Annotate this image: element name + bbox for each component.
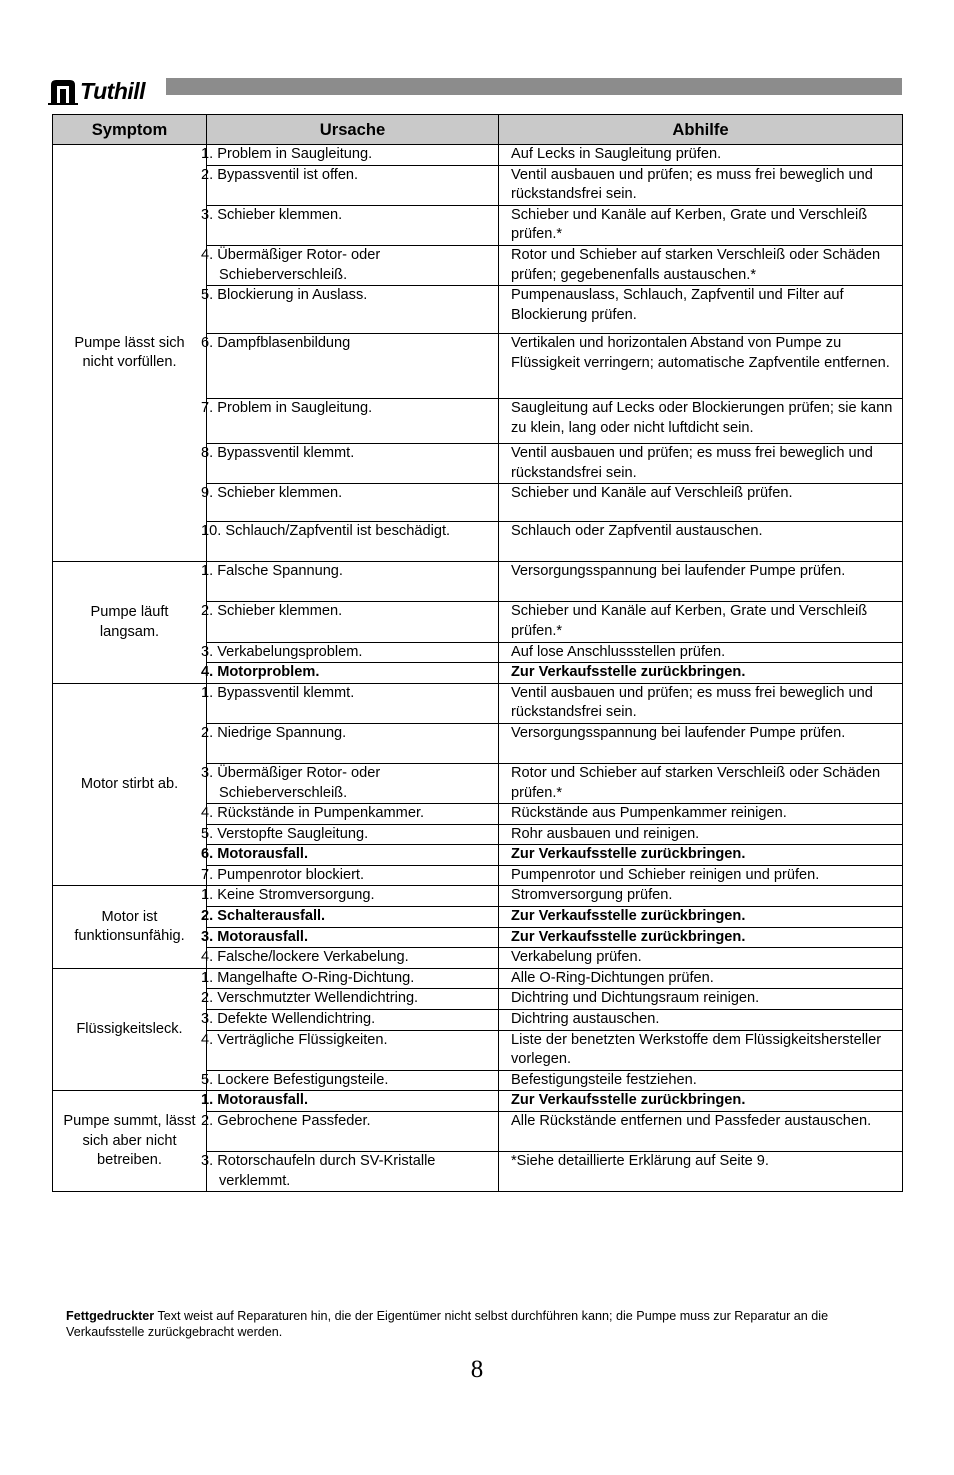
table-header-row bbox=[53, 115, 903, 145]
header-cause: Ursache bbox=[207, 115, 499, 145]
remedy-cell: Dichtring und Dichtungsraum reinigen. bbox=[499, 989, 903, 1010]
header-bar bbox=[166, 78, 902, 95]
footnote bbox=[66, 1308, 866, 1340]
remedy-cell: Stromversorgung prüfen. bbox=[499, 886, 903, 907]
remedy-cell: Versorgungsspannung bei laufender Pumpe prüfen. bbox=[499, 723, 903, 763]
cause-cell: 3. Rotorschaufeln durch SV-Kristalle verklemmt. bbox=[207, 1152, 499, 1192]
remedy-cell: Saugleitung auf Lecks oder Blockierungen prüfen; sie kann zu klein, lang oder nicht luftdicht sein. bbox=[499, 399, 903, 444]
page-header bbox=[48, 74, 902, 106]
remedy-cell: Dichtring austauschen. bbox=[499, 1010, 903, 1031]
cause-cell: 8. Bypassventil klemmt. bbox=[207, 444, 499, 484]
cause-cell: 3. Defekte Wellendichtring. bbox=[207, 1010, 499, 1031]
remedy-cell: Zur Verkaufsstelle zurückbringen. bbox=[499, 1091, 903, 1112]
tuthill-logo-icon bbox=[48, 77, 78, 105]
cause-cell: 5. Blockierung in Auslass. bbox=[207, 286, 499, 334]
remedy-cell: Rotor und Schieber auf starken Verschleiß oder Schäden prüfen.* bbox=[499, 763, 903, 803]
remedy-cell: Schieber und Kanäle auf Verschleiß prüfen. bbox=[499, 484, 903, 522]
cause-cell: 1. Mangelhafte O-Ring-Dichtung. bbox=[207, 968, 499, 989]
remedy-cell: Auf lose Anschlussstellen prüfen. bbox=[499, 642, 903, 663]
cause-cell: 1. Falsche Spannung. bbox=[207, 562, 499, 602]
symptom-cell: Flüssigkeitsleck. bbox=[53, 968, 207, 1091]
remedy-cell: Ventil ausbauen und prüfen; es muss frei beweglich und rückstandsfrei sein. bbox=[499, 444, 903, 484]
remedy-cell: Ventil ausbauen und prüfen; es muss frei beweglich und rückstandsfrei sein. bbox=[499, 683, 903, 723]
cause-cell: 1. Bypassventil klemmt. bbox=[207, 683, 499, 723]
table-row bbox=[53, 968, 903, 989]
header-symptom: Symptom bbox=[53, 115, 207, 145]
remedy-cell: Liste der benetzten Werkstoffe dem Flüssigkeitshersteller vorlegen. bbox=[499, 1030, 903, 1070]
cause-cell: 1. Motorausfall. bbox=[207, 1091, 499, 1112]
remedy-cell: Zur Verkaufsstelle zurückbringen. bbox=[499, 927, 903, 948]
remedy-cell: Alle Rückstände entfernen und Passfeder austauschen. bbox=[499, 1112, 903, 1152]
table-body bbox=[53, 145, 903, 1192]
cause-cell: 4. Rückstände in Pumpenkammer. bbox=[207, 804, 499, 825]
remedy-cell: Rohr ausbauen und reinigen. bbox=[499, 824, 903, 845]
symptom-cell: Motor stirbt ab. bbox=[53, 683, 207, 886]
table-row bbox=[53, 683, 903, 723]
cause-cell: 4. Falsche/lockere Verkabelung. bbox=[207, 948, 499, 969]
header-remedy: Abhilfe bbox=[499, 115, 903, 145]
remedy-cell: Vertikalen und horizontalen Abstand von Pumpe zu Flüssigkeit verringern; automatische Zapfventile entfernen. bbox=[499, 334, 903, 399]
remedy-cell: Schlauch oder Zapfventil austauschen. bbox=[499, 522, 903, 562]
cause-cell: 6. Dampfblasenbildung bbox=[207, 334, 499, 399]
page-number: 8 bbox=[470, 1356, 484, 1383]
symptom-cell: Pumpe lässt sich nicht vorfüllen. bbox=[53, 145, 207, 562]
brand-name: Tuthill bbox=[80, 77, 146, 104]
remedy-cell: Rückstände aus Pumpenkammer reinigen. bbox=[499, 804, 903, 825]
remedy-cell: Schieber und Kanäle auf Kerben, Grate und Verschleiß prüfen.* bbox=[499, 205, 903, 245]
cause-cell: 5. Verstopfte Saugleitung. bbox=[207, 824, 499, 845]
remedy-cell: Zur Verkaufsstelle zurückbringen. bbox=[499, 845, 903, 866]
table-row bbox=[53, 886, 903, 907]
symptom-cell: Pumpe summt, lässt sich aber nicht betreiben. bbox=[53, 1091, 207, 1192]
cause-cell: 2. Verschmutzter Wellendichtring. bbox=[207, 989, 499, 1010]
footnote-text: Text weist auf Reparaturen hin, die der Eigentümer nicht selbst durchführen kann; die Pumpe muss zur Reparatur an die Verkaufsstelle zurückgebracht werden. bbox=[66, 1309, 829, 1339]
remedy-cell: *Siehe detaillierte Erklärung auf Seite 9. bbox=[499, 1152, 903, 1192]
remedy-cell: Verkabelung prüfen. bbox=[499, 948, 903, 969]
remedy-cell: Ventil ausbauen und prüfen; es muss frei beweglich und rückstandsfrei sein. bbox=[499, 165, 903, 205]
remedy-cell: Befestigungsteile festziehen. bbox=[499, 1070, 903, 1091]
remedy-cell: Zur Verkaufsstelle zurückbringen. bbox=[499, 907, 903, 928]
table-row bbox=[53, 145, 903, 166]
cause-cell: 10. Schlauch/Zapfventil ist beschädigt. bbox=[207, 522, 499, 562]
remedy-cell: Pumpenauslass, Schlauch, Zapfventil und Filter auf Blockierung prüfen. bbox=[499, 286, 903, 334]
remedy-cell: Alle O-Ring-Dichtungen prüfen. bbox=[499, 968, 903, 989]
cause-cell: 7. Pumpenrotor blockiert. bbox=[207, 865, 499, 886]
cause-cell: 2. Schieber klemmen. bbox=[207, 602, 499, 642]
cause-cell: 3. Schieber klemmen. bbox=[207, 205, 499, 245]
troubleshooting-table bbox=[52, 114, 903, 1192]
tuthill-logo bbox=[48, 76, 145, 106]
cause-cell: 2. Niedrige Spannung. bbox=[207, 723, 499, 763]
cause-cell: 1. Problem in Saugleitung. bbox=[207, 145, 499, 166]
table-row bbox=[53, 562, 903, 602]
cause-cell: 6. Motorausfall. bbox=[207, 845, 499, 866]
cause-cell: 4. Verträgliche Flüssigkeiten. bbox=[207, 1030, 499, 1070]
symptom-cell: Pumpe läuft langsam. bbox=[53, 562, 207, 683]
cause-cell: 5. Lockere Befestigungsteile. bbox=[207, 1070, 499, 1091]
footnote-bold: Fettgedruckter bbox=[66, 1309, 155, 1323]
cause-cell: 1. Keine Stromversorgung. bbox=[207, 886, 499, 907]
cause-cell: 3. Motorausfall. bbox=[207, 927, 499, 948]
cause-cell: 3. Übermäßiger Rotor- oder Schieberverschleiß. bbox=[207, 763, 499, 803]
cause-cell: 7. Problem in Saugleitung. bbox=[207, 399, 499, 444]
cause-cell: 2. Schalterausfall. bbox=[207, 907, 499, 928]
cause-cell: 9. Schieber klemmen. bbox=[207, 484, 499, 522]
remedy-cell: Auf Lecks in Saugleitung prüfen. bbox=[499, 145, 903, 166]
remedy-cell: Zur Verkaufsstelle zurückbringen. bbox=[499, 663, 903, 684]
remedy-cell: Pumpenrotor und Schieber reinigen und prüfen. bbox=[499, 865, 903, 886]
symptom-cell: Motor ist funktionsunfähig. bbox=[53, 886, 207, 968]
cause-cell: 4. Übermäßiger Rotor- oder Schieberverschleiß. bbox=[207, 245, 499, 285]
remedy-cell: Versorgungsspannung bei laufender Pumpe prüfen. bbox=[499, 562, 903, 602]
cause-cell: 2. Gebrochene Passfeder. bbox=[207, 1112, 499, 1152]
cause-cell: 4. Motorproblem. bbox=[207, 663, 499, 684]
remedy-cell: Rotor und Schieber auf starken Verschleiß oder Schäden prüfen; gegebenenfalls austauschen.* bbox=[499, 245, 903, 285]
cause-cell: 2. Bypassventil ist offen. bbox=[207, 165, 499, 205]
cause-cell: 3. Verkabelungsproblem. bbox=[207, 642, 499, 663]
remedy-cell: Schieber und Kanäle auf Kerben, Grate und Verschleiß prüfen.* bbox=[499, 602, 903, 642]
table-row bbox=[53, 1091, 903, 1112]
